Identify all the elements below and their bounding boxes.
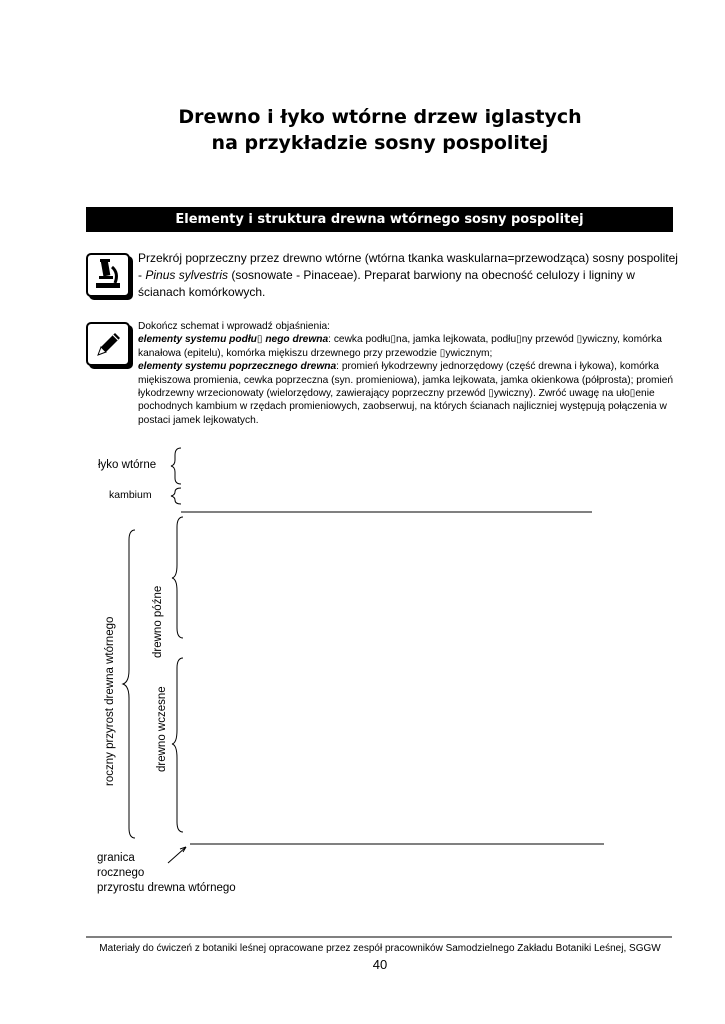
page-title-line-2: na przykładzie sosny pospolitej [211, 132, 549, 154]
species-name: Pinus sylvestris [145, 268, 229, 282]
transverse-elements-text: : promień łykodrzewny jednorzędowy (część drewna i łykowa), komórka miękiszowa promienia, cewka poprzeczna (syn. promieniowa), jamka lejkowata, jamka okienkowa (półprosta); promień łykodrzewny wrzecionowaty (wielorzędowy, zawierający poprzeczny przewód ▯ywiczny). Zwróć uwagę na uło▯enie pochodnych kambium w rzędach promieniowych, zaobserwuj, na których ścianach najliczniej występują połączenia w postaci jamek lejkowatych. [138, 361, 674, 426]
annual-boundary-label-line-1: granica [97, 852, 135, 864]
intro-text-before: Przekrój poprzeczny przez drewno wtórne (wtórna tkanka waskularna=przewodząca) sosny pospolitej - [138, 251, 678, 282]
instructions-intro: Dokończ schemat i wprowadź objaśnienia: [138, 321, 330, 332]
page-number: 40 [372, 957, 388, 972]
latewood-label: drewno późne [152, 585, 164, 658]
page-title-line-1: Drewno i łyko wtórne drzew iglastych [178, 106, 582, 128]
annual-increment-label: roczny przyrost drewna wtórnego [104, 616, 116, 786]
annual-boundary-label-line-2: rocznego [97, 867, 145, 879]
annual-boundary-label-line-3: przyrostu drewna wtórnego [97, 882, 236, 894]
intro-text-after: (sosnowate - Pinaceae). Preparat barwiony na obecność celulozy i ligniny w ścianach komórkowych. [138, 268, 635, 299]
cambium-brace [171, 488, 181, 504]
cambium-label: kambium [109, 489, 152, 501]
annual-increment-brace [123, 530, 135, 838]
earlywood-brace [172, 658, 183, 832]
phloem-label: łyko wtórne [98, 459, 157, 471]
transverse-elements-label: elementy systemu poprzecznego drewna [138, 361, 337, 373]
longitudinal-elements-text: : cewka podłu▯na, jamka lejkowata, podłu▯ny przewód ▯ywiczny, komórka kanałowa (epitelu), komórka miękiszu drzewnego przy przewodzie ▯ywicznym; [138, 334, 662, 359]
phloem-brace [171, 448, 181, 484]
latewood-brace [172, 517, 183, 638]
annual-boundary-label [97, 851, 236, 896]
longitudinal-elements-label: elementy systemu podłu▯ nego drewna [138, 334, 329, 346]
earlywood-label: drewno wczesne [156, 686, 168, 772]
footer-credits: Materiały do ćwiczeń z botaniki leśnej opracowane przez zespół pracowników Samodzielnego Zakładu Botaniki Leśnej, SGGW [99, 943, 661, 954]
section-banner: Elementy i struktura drewna wtórnego sosny pospolitej [86, 207, 673, 232]
